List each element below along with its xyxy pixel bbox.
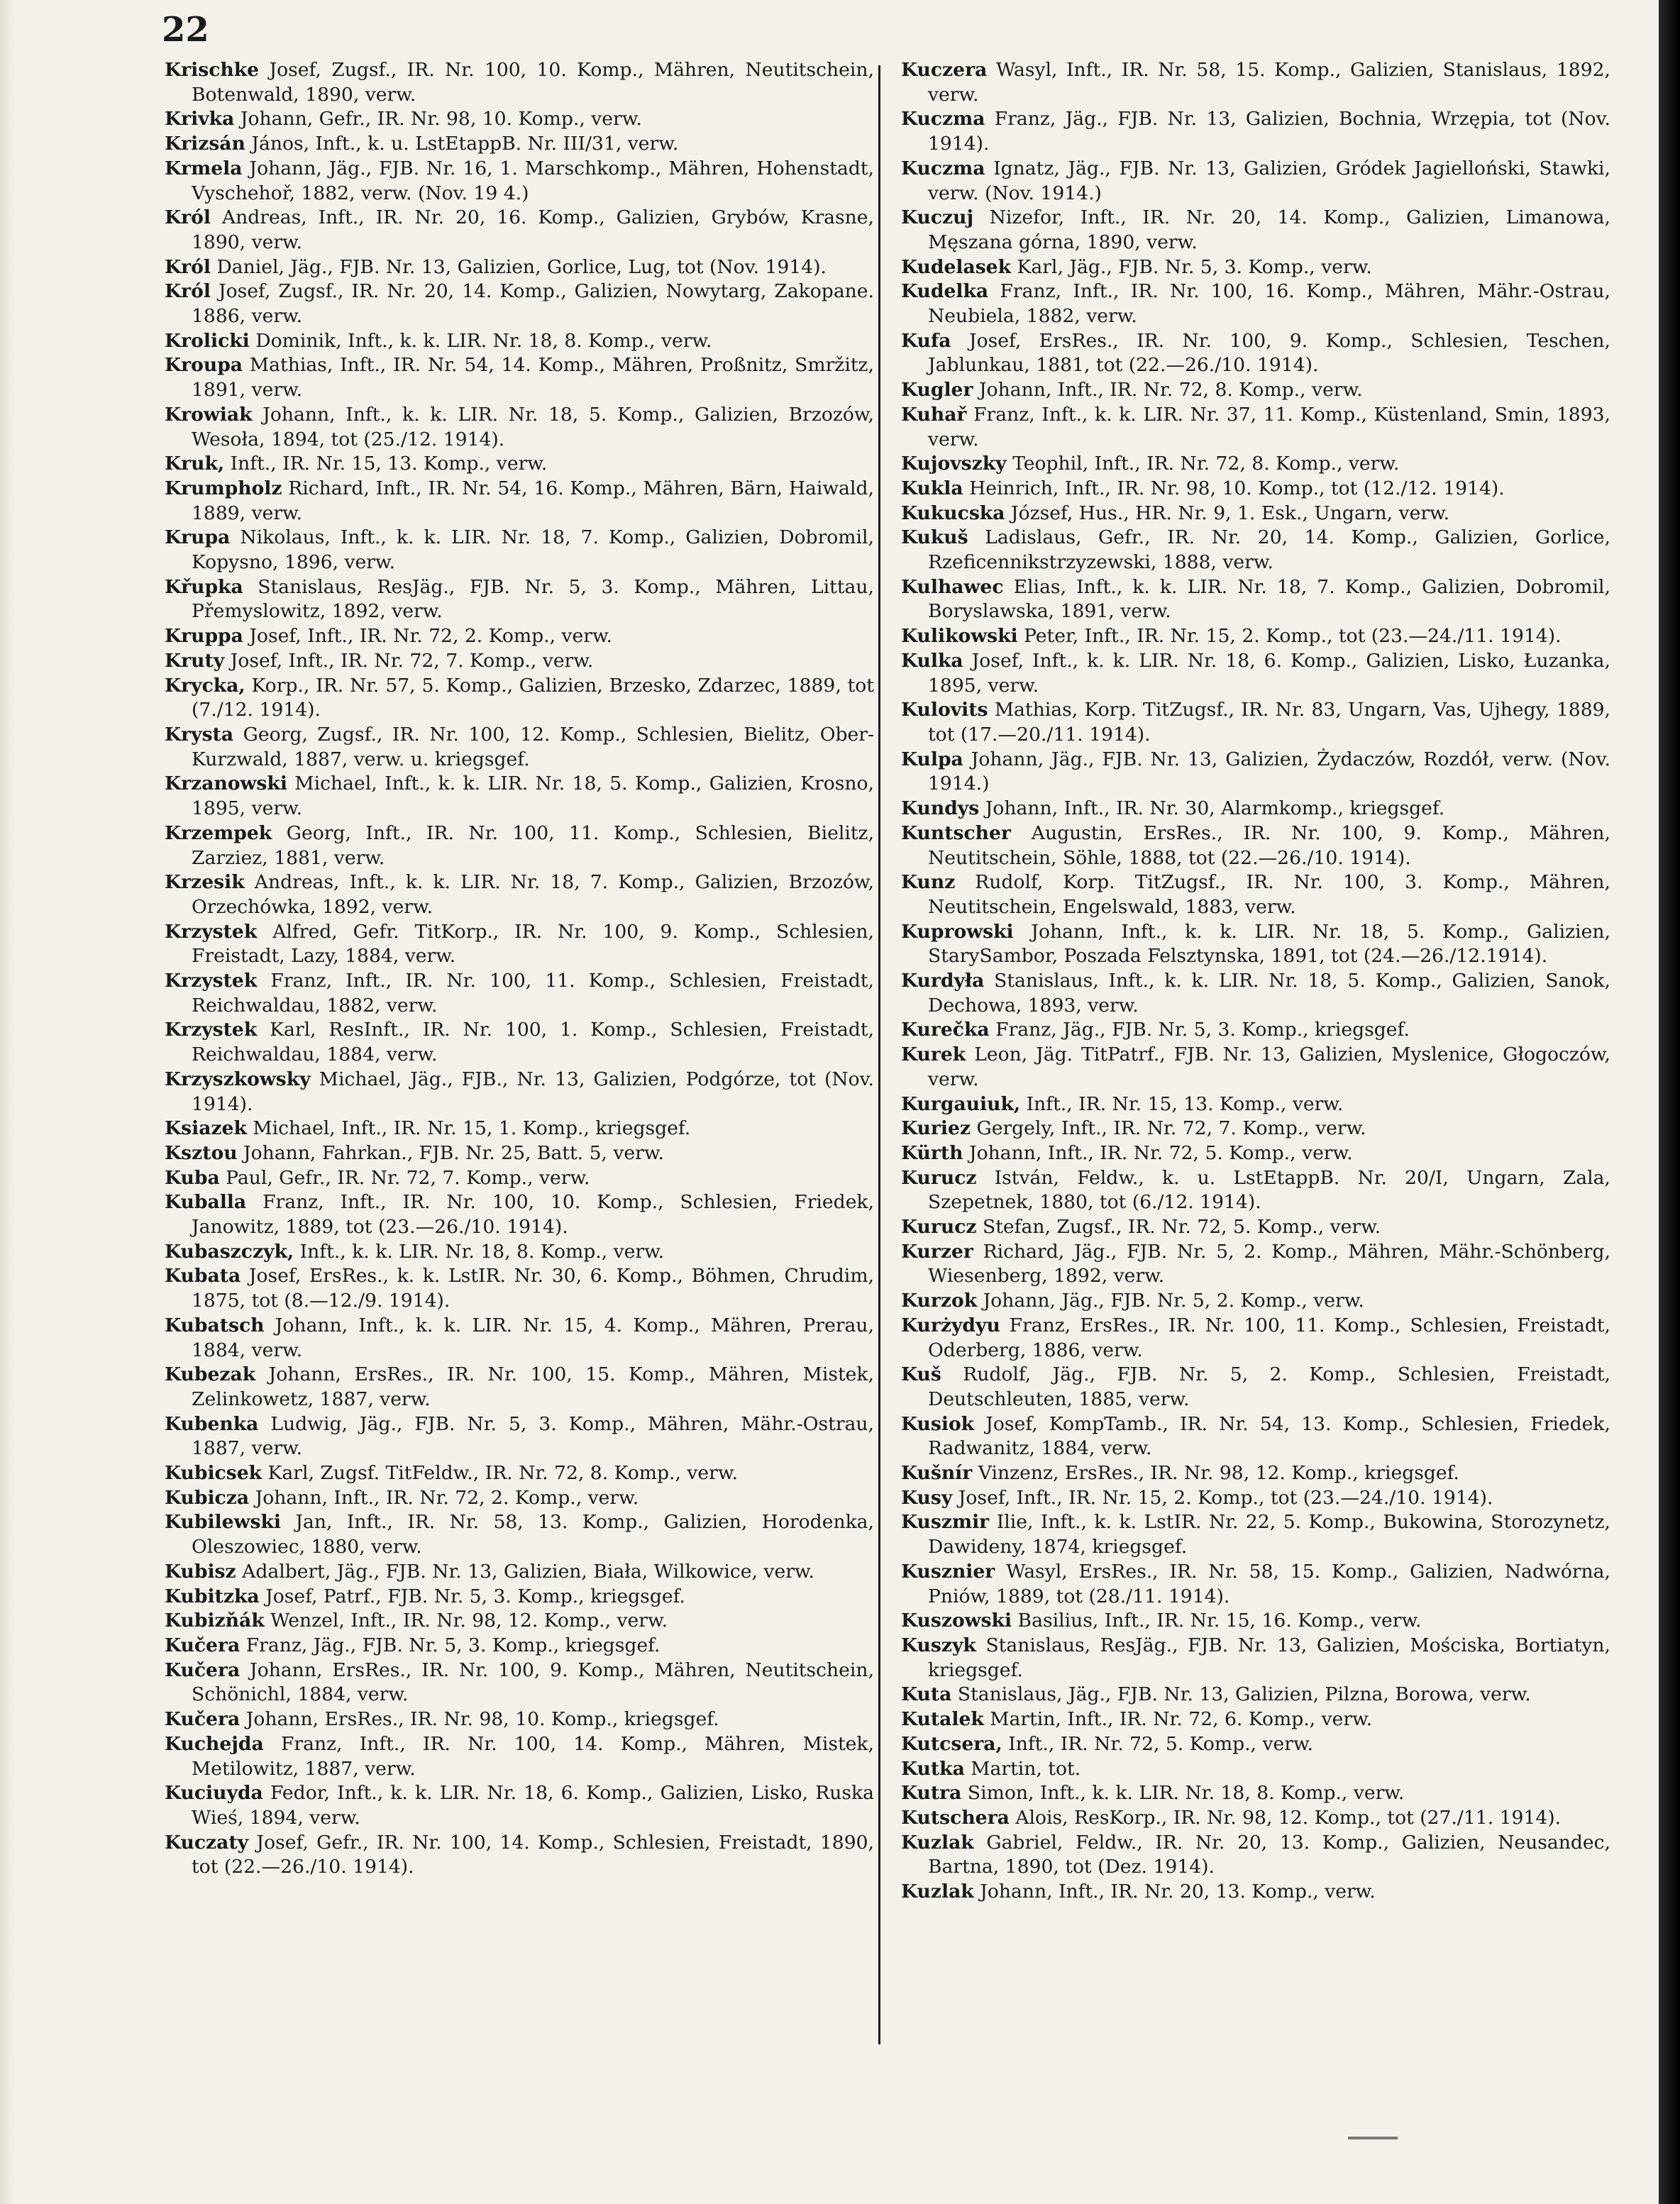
list-entry xyxy=(165,969,874,1018)
entry-details: Inft., IR. Nr. 72, 5. Komp., verw. xyxy=(1008,1732,1313,1755)
entry-details: Daniel, Jäg., FJB. Nr. 13, Galizien, Gorlice, Lug, tot (Nov. 1914). xyxy=(216,255,827,278)
list-entry xyxy=(901,1757,1610,1782)
entry-details: Heinrich, Inft., IR. Nr. 98, 10. Komp., tot (12./12. 1914). xyxy=(969,477,1505,499)
list-entry xyxy=(165,1190,874,1239)
list-entry xyxy=(901,1486,1610,1511)
entry-details: Vinzenz, ErsRes., IR. Nr. 98, 12. Komp., kriegsgef. xyxy=(978,1462,1459,1485)
entry-surname: Kutka xyxy=(901,1757,965,1780)
entry-details: Gergely, Inft., IR. Nr. 72, 7. Komp., verw. xyxy=(976,1117,1366,1140)
entry-surname: Kubicsek xyxy=(165,1462,262,1485)
entry-details: Johann, ErsRes., IR. Nr. 98, 10. Komp., kriegsgef. xyxy=(245,1708,719,1731)
entry-surname: Kurzer xyxy=(901,1240,973,1263)
entry-details: István, Feldw., k. u. LstEtappB. Nr. 20/I, Ungarn, Zala, Szepetnek, 1880, tot (6./12. 1914). xyxy=(928,1166,1610,1214)
entry-details: Andreas, Inft., IR. Nr. 20, 16. Komp., Galizien, Grybów, Krasne, 1890, verw. xyxy=(192,206,874,253)
entry-details: Rudolf, Korp. TitZugsf., IR. Nr. 100, 3. Komp., Mähren, Neutitschein, Engelswald, 1883, verw. xyxy=(928,871,1610,918)
entry-details: Josef, Inft., k. k. LIR. Nr. 18, 6. Komp., Galizien, Lisko, Łuzanka, 1895, verw. xyxy=(928,649,1610,697)
entry-surname: Krzempek xyxy=(165,821,272,844)
entry-details: Franz, Jäg., FJB. Nr. 5, 3. Komp., kriegsgef. xyxy=(245,1634,661,1656)
entry-details: Alois, ResKorp., IR. Nr. 98, 12. Komp., tot (27./11. 1914). xyxy=(1015,1806,1562,1829)
entry-details: Richard, Jäg., FJB. Nr. 5, 2. Komp., Mähren, Mähr.-Schönberg, Wiesenberg, 1892, verw. xyxy=(928,1240,1610,1287)
list-entry xyxy=(165,353,874,402)
entry-details: Franz, Inft., IR. Nr. 100, 10. Komp., Schlesien, Friedek, Janowitz, 1889, tot (23.—26./10. 1914). xyxy=(192,1191,874,1239)
entry-details: Josef, Inft., IR. Nr. 72, 7. Komp., verw. xyxy=(230,649,594,672)
entry-surname: Kusznier xyxy=(901,1560,995,1583)
list-entry xyxy=(165,1486,874,1511)
entry-surname: Król xyxy=(165,280,211,303)
list-entry xyxy=(165,477,874,526)
entry-details: Josef, ErsRes., k. k. LstIR. Nr. 30, 6. Komp., Böhmen, Chrudim, 1875, tot (8.—12./9. 1914). xyxy=(192,1265,874,1312)
entry-details: Stanislaus, ResJäg., FJB. Nr. 5, 3. Komp., Mähren, Littau, Přemyslowitz, 1892, verw. xyxy=(192,575,874,623)
list-entry xyxy=(165,1363,874,1412)
entry-details: Johann, ErsRes., IR. Nr. 100, 9. Komp., Mähren, Neutitschein, Schönichl, 1884, verw. xyxy=(192,1658,874,1706)
list-entry xyxy=(901,1609,1610,1634)
entry-details: Josef, KompTamb., IR. Nr. 54, 13. Komp., Schlesien, Friedek, Radwanitz, 1884, verw. xyxy=(928,1412,1610,1460)
list-entry xyxy=(901,58,1610,107)
print-mark xyxy=(1348,2137,1398,2139)
entry-surname: Kutalek xyxy=(901,1708,984,1731)
entry-surname: Krysta xyxy=(165,723,234,746)
entry-surname: Kurečka xyxy=(901,1019,990,1041)
entry-details: Johann, Gefr., IR. Nr. 98, 10. Komp., verw. xyxy=(240,108,642,131)
entry-surname: Krupa xyxy=(165,526,231,549)
list-entry xyxy=(165,1018,874,1067)
list-entry xyxy=(165,1781,874,1830)
entry-details: Jan, Inft., IR. Nr. 58, 13. Komp., Galizien, Horodenka, Oleszowiec, 1880, verw. xyxy=(192,1511,874,1558)
entry-surname: Kurek xyxy=(901,1043,966,1066)
entry-details: Josef, Zugsf., IR. Nr. 100, 10. Komp., Mähren, Neutitschein, Botenwald, 1890, verw. xyxy=(192,59,874,106)
entry-details: Fedor, Inft., k. k. LIR. Nr. 18, 6. Komp., Galizien, Lisko, Ruska Wieś, 1894, verw. xyxy=(192,1782,874,1829)
list-entry xyxy=(165,1461,874,1486)
entry-details: Josef, Inft., IR. Nr. 72, 2. Komp., verw. xyxy=(249,625,613,648)
entry-details: Karl, ResInft., IR. Nr. 100, 1. Komp., Schlesien, Freistadt, Reichwaldau, 1884, verw. xyxy=(192,1019,874,1066)
entry-details: Leon, Jäg. TitPatrf., FJB. Nr. 13, Galizien, Myslenice, Głogoczów, verw. xyxy=(928,1043,1610,1090)
entry-surname: Kučera xyxy=(165,1658,241,1681)
entry-surname: Krizsán xyxy=(165,133,245,155)
entry-surname: Kugler xyxy=(901,379,973,402)
list-entry xyxy=(901,1240,1610,1289)
entry-details: Inft., k. k. LIR. Nr. 18, 8. Komp., verw. xyxy=(299,1240,665,1263)
entry-surname: Kuriez xyxy=(901,1117,971,1140)
entry-surname: Kurżydyu xyxy=(901,1314,1000,1336)
list-entry xyxy=(901,255,1610,280)
entry-surname: Kuta xyxy=(901,1683,952,1706)
entry-details: Gabriel, Feldw., IR. Nr. 20, 13. Komp., Galizien, Neusandec, Bartna, 1890, tot (Dez. 1914). xyxy=(928,1831,1610,1878)
entry-surname: Kuba xyxy=(165,1166,220,1189)
list-entry xyxy=(901,624,1610,649)
entry-surname: Kuprowski xyxy=(901,920,1014,943)
entry-details: Johann, Inft., IR. Nr. 72, 2. Komp., verw. xyxy=(255,1486,639,1509)
list-entry xyxy=(901,206,1610,255)
list-entry xyxy=(165,157,874,206)
entry-surname: Krmela xyxy=(165,157,243,179)
entry-details: Richard, Inft., IR. Nr. 54, 16. Komp., Mähren, Bärn, Haiwald, 1889, verw. xyxy=(192,477,874,524)
list-entry xyxy=(901,157,1610,206)
entry-details: Franz, Inft., IR. Nr. 100, 16. Komp., Mähren, Mähr.-Ostrau, Neubiela, 1882, verw. xyxy=(928,280,1610,328)
list-entry xyxy=(165,1634,874,1658)
entry-details: Wenzel, Inft., IR. Nr. 98, 12. Komp., verw. xyxy=(270,1610,668,1632)
entry-details: Wasyl, Inft., IR. Nr. 58, 15. Komp., Galizien, Stanislaus, 1892, verw. xyxy=(928,59,1610,106)
list-entry xyxy=(901,1781,1610,1806)
entry-surname: Krzyszkowsky xyxy=(165,1068,311,1090)
entry-surname: Krzystek xyxy=(165,970,258,992)
list-entry xyxy=(901,279,1610,328)
list-entry xyxy=(901,1683,1610,1707)
entry-details: Paul, Gefr., IR. Nr. 72, 7. Komp., verw. xyxy=(226,1166,590,1189)
entry-details: Johann, ErsRes., IR. Nr. 100, 15. Komp., Mähren, Mistek, Zelinkowetz, 1887, verw. xyxy=(192,1363,874,1410)
list-entry xyxy=(901,452,1610,477)
entry-surname: Kudelasek xyxy=(901,255,1012,278)
entry-surname: Kukuš xyxy=(901,526,968,549)
entry-details: Karl, Zugsf. TitFeldw., IR. Nr. 72, 8. Komp., verw. xyxy=(267,1462,738,1485)
entry-details: Inft., IR. Nr. 15, 13. Komp., verw. xyxy=(230,453,548,475)
list-entry xyxy=(165,1585,874,1610)
entry-details: Teophil, Inft., IR. Nr. 72, 8. Komp., verw. xyxy=(1012,453,1400,475)
entry-surname: Krzanowski xyxy=(165,772,287,795)
entry-surname: Kuczma xyxy=(901,108,985,131)
entry-details: Stanislaus, Jäg., FJB. Nr. 13, Galizien, Pilzna, Borowa, verw. xyxy=(957,1683,1531,1706)
entry-surname: Kubata xyxy=(165,1265,241,1287)
entry-surname: Kuczuj xyxy=(901,206,974,229)
entry-surname: Kudelka xyxy=(901,280,989,303)
entry-surname: Kroupa xyxy=(165,354,243,377)
list-entry xyxy=(901,1117,1610,1141)
list-entry xyxy=(165,329,874,354)
entry-surname: Kuzlak xyxy=(901,1831,974,1854)
list-entry xyxy=(165,1707,874,1732)
entry-surname: Kubezak xyxy=(165,1363,256,1386)
entry-details: Franz, Jäg., FJB. Nr. 5, 3. Komp., kriegsgef. xyxy=(995,1019,1410,1041)
entry-surname: Kulovits xyxy=(901,699,988,721)
list-entry xyxy=(165,1510,874,1559)
entry-surname: Kurzok xyxy=(901,1290,978,1312)
entry-surname: Kuszmir xyxy=(901,1511,990,1534)
entry-surname: Kubatsch xyxy=(165,1314,265,1336)
entry-details: Korp., IR. Nr. 57, 5. Komp., Galizien, Brzesko, Zdarzec, 1889, tot (7./12. 1914). xyxy=(192,674,874,721)
entry-surname: Krzystek xyxy=(165,920,258,943)
list-entry xyxy=(901,526,1610,575)
list-entry xyxy=(165,1609,874,1634)
entry-surname: Kurucz xyxy=(901,1166,977,1189)
list-entry xyxy=(901,1363,1610,1412)
entry-details: Mathias, Korp. TitZugsf., IR. Nr. 83, Ungarn, Vas, Ujhegy, 1889, tot (17.—20./11. 1914). xyxy=(928,699,1610,746)
entry-surname: Kulka xyxy=(901,649,963,672)
list-entry xyxy=(901,502,1610,526)
left-column xyxy=(165,58,874,1880)
list-entry xyxy=(165,1658,874,1707)
entry-details: Josef, ErsRes., IR. Nr. 100, 9. Komp., Schlesien, Teschen, Jablunkau, 1881, tot (22.—26./10. 1914). xyxy=(928,329,1610,377)
entry-surname: Kruty xyxy=(165,649,225,672)
entry-surname: Ksztou xyxy=(165,1141,238,1164)
list-entry xyxy=(165,649,874,674)
list-entry xyxy=(165,1732,874,1781)
entry-surname: Kulpa xyxy=(901,748,963,770)
list-entry xyxy=(901,1314,1610,1363)
list-entry xyxy=(165,1068,874,1117)
list-entry xyxy=(165,1314,874,1363)
entry-details: Nizefor, Inft., IR. Nr. 20, 14. Komp., Galizien, Limanowa, Męszana górna, 1890, verw. xyxy=(928,206,1610,253)
list-entry xyxy=(165,403,874,452)
entry-surname: Kubicza xyxy=(165,1486,250,1509)
list-entry xyxy=(165,575,874,624)
entry-details: Inft., IR. Nr. 15, 13. Komp., verw. xyxy=(1026,1092,1344,1115)
entry-details: Ludwig, Jäg., FJB. Nr. 5, 3. Komp., Mähren, Mähr.-Ostrau, 1887, verw. xyxy=(192,1412,874,1460)
entry-surname: Ksiazek xyxy=(165,1117,247,1140)
list-entry xyxy=(901,378,1610,403)
entry-surname: Křupka xyxy=(165,575,243,598)
entry-details: Andreas, Inft., k. k. LIR. Nr. 18, 7. Komp., Galizien, Brzozów, Orzechówka, 1892, verw. xyxy=(192,871,874,918)
list-entry xyxy=(901,1510,1610,1559)
entry-details: Augustin, ErsRes., IR. Nr. 100, 9. Komp., Mähren, Neutitschein, Söhle, 1888, tot (22.—26./10. 1914). xyxy=(928,821,1610,869)
entry-surname: Kurdyła xyxy=(901,970,985,992)
entry-details: Dominik, Inft., k. k. LIR. Nr. 18, 8. Komp., verw. xyxy=(255,329,712,352)
entry-details: Franz, Inft., k. k. LIR. Nr. 37, 11. Komp., Küstenland, Smin, 1893, verw. xyxy=(928,403,1610,450)
entry-details: Johann, Inft., k. k. LIR. Nr. 18, 5. Komp., Galizien, Brzozów, Wesoła, 1894, tot (25./12. 1914). xyxy=(192,403,874,450)
list-entry xyxy=(901,403,1610,452)
entry-surname: Krivka xyxy=(165,108,235,131)
entry-details: Josef, Inft., IR. Nr. 15, 2. Komp., tot (23.—24./10. 1914). xyxy=(958,1486,1493,1509)
list-entry xyxy=(165,1141,874,1166)
entry-surname: Kurgauiuk, xyxy=(901,1092,1021,1115)
entry-surname: Kuczera xyxy=(901,59,988,81)
entry-surname: Krischke xyxy=(165,59,260,81)
list-entry xyxy=(901,575,1610,624)
list-entry xyxy=(901,1880,1610,1905)
entry-surname: Kutschera xyxy=(901,1806,1010,1829)
entry-details: Ilie, Inft., k. k. LstIR. Nr. 22, 5. Komp., Bukowina, Storozynetz, Dawideny, 1874, kriegsgef. xyxy=(928,1511,1610,1558)
list-entry xyxy=(901,1215,1610,1240)
list-entry xyxy=(901,821,1610,870)
list-entry xyxy=(165,526,874,575)
list-entry xyxy=(901,1018,1610,1043)
list-entry xyxy=(901,920,1610,969)
entry-details: Johann, Jäg., FJB. Nr. 13, Galizien, Żydaczów, Rozdół, verw. (Nov. 1914.) xyxy=(928,748,1610,795)
entry-surname: Kuchejda xyxy=(165,1732,264,1755)
entry-surname: Kuszyk xyxy=(901,1634,976,1656)
scan-shadow-right xyxy=(1659,0,1680,2204)
list-entry xyxy=(901,649,1610,698)
list-entry xyxy=(165,132,874,157)
entry-surname: Krumpholz xyxy=(165,477,282,499)
entry-surname: Krzesik xyxy=(165,871,245,894)
list-entry xyxy=(165,107,874,132)
list-entry xyxy=(901,969,1610,1018)
entry-surname: Krolicki xyxy=(165,329,250,352)
entry-surname: Król xyxy=(165,206,211,229)
entry-details: Josef, Zugsf., IR. Nr. 20, 14. Komp., Galizien, Nowytarg, Zakopane. 1886, verw. xyxy=(192,280,874,328)
scan-shadow-left xyxy=(0,0,16,2204)
entry-details: Martin, Inft., IR. Nr. 72, 6. Komp., verw. xyxy=(990,1708,1373,1731)
entry-surname: Kurucz xyxy=(901,1216,977,1239)
list-entry xyxy=(901,1412,1610,1461)
list-entry xyxy=(901,698,1610,747)
entry-details: Johann, Inft., IR. Nr. 72, 8. Komp., verw. xyxy=(978,379,1363,402)
entry-details: Johann, Jäg., FJB. Nr. 5, 2. Komp., verw. xyxy=(983,1290,1364,1312)
entry-surname: Kuszowski xyxy=(901,1610,1012,1632)
list-entry xyxy=(901,329,1610,378)
list-entry xyxy=(165,1412,874,1461)
entry-details: Georg, Inft., IR. Nr. 100, 11. Komp., Schlesien, Bielitz, Zarziez, 1881, verw. xyxy=(192,821,874,869)
list-entry xyxy=(165,1831,874,1880)
column-divider xyxy=(878,65,880,2044)
entry-details: Peter, Inft., IR. Nr. 15, 2. Komp., tot (23.—24./11. 1914). xyxy=(1024,625,1562,648)
list-entry xyxy=(901,1732,1610,1757)
list-entry xyxy=(165,1264,874,1313)
entry-surname: Kubilewski xyxy=(165,1511,281,1534)
list-entry xyxy=(901,797,1610,821)
entry-surname: Kusiok xyxy=(901,1412,975,1435)
list-entry xyxy=(165,1166,874,1191)
entry-details: Johann, Inft., IR. Nr. 30, Alarmkomp., kriegsgef. xyxy=(985,797,1445,820)
entry-surname: Kukucska xyxy=(901,502,1005,524)
entry-details: Mathias, Inft., IR. Nr. 54, 14. Komp., Mähren, Proßnitz, Smržitz, 1891, verw. xyxy=(192,354,874,402)
entry-surname: Kubisz xyxy=(165,1560,236,1583)
list-entry xyxy=(901,107,1610,156)
list-entry xyxy=(165,255,874,280)
entry-surname: Kuš xyxy=(901,1363,941,1386)
entry-details: Stanislaus, Inft., k. k. LIR. Nr. 18, 5. Komp., Galizien, Sanok, Dechowa, 1893, verw. xyxy=(928,970,1610,1017)
list-entry xyxy=(165,772,874,821)
entry-surname: Kuzlak xyxy=(901,1881,974,1903)
page-number: 22 xyxy=(162,10,209,50)
list-entry xyxy=(901,748,1610,797)
entry-surname: Kulhawec xyxy=(901,575,1004,598)
list-entry xyxy=(901,1707,1610,1732)
entry-surname: Kufa xyxy=(901,329,951,352)
entry-surname: Kutra xyxy=(901,1782,962,1805)
entry-details: Johann, Fahrkan., FJB. Nr. 25, Batt. 5, verw. xyxy=(243,1141,664,1164)
list-entry xyxy=(165,870,874,919)
entry-surname: Kulikowski xyxy=(901,625,1018,648)
entry-surname: Krzystek xyxy=(165,1019,258,1041)
entry-surname: Kukla xyxy=(901,477,963,499)
entry-details: Josef, Gefr., IR. Nr. 100, 14. Komp., Schlesien, Freistadt, 1890, tot (22.—26./10. 1914). xyxy=(192,1831,874,1878)
list-entry xyxy=(901,1831,1610,1880)
entry-details: Johann, Inft., IR. Nr. 72, 5. Komp., verw. xyxy=(968,1141,1353,1164)
entry-details: Martin, tot. xyxy=(971,1757,1081,1780)
list-entry xyxy=(165,674,874,723)
entry-details: Basilius, Inft., IR. Nr. 15, 16. Komp., verw. xyxy=(1017,1610,1422,1632)
entry-details: Johann, Jäg., FJB. Nr. 16, 1. Marschkomp., Mähren, Hohenstadt, Vyschehoř, 1882, verw. (Nov. 19 4.) xyxy=(192,157,874,204)
entry-details: Alfred, Gefr. TitKorp., IR. Nr. 100, 9. Komp., Schlesien, Freistadt, Lazy, 1884, verw. xyxy=(192,920,874,968)
entry-details: Johann, Inft., k. k. LIR. Nr. 15, 4. Komp., Mähren, Prerau, 1884, verw. xyxy=(192,1314,874,1361)
entry-details: Ignatz, Jäg., FJB. Nr. 13, Galizien, Gródek Jagielloński, Stawki, verw. (Nov. 1914.) xyxy=(928,157,1610,204)
entry-surname: Kuciuyda xyxy=(165,1782,263,1805)
entry-surname: Kuhař xyxy=(901,403,967,426)
entry-details: Adalbert, Jäg., FJB. Nr. 13, Galizien, Biała, Wilkowice, verw. xyxy=(242,1560,814,1583)
entry-details: Simon, Inft., k. k. LIR. Nr. 18, 8. Komp., verw. xyxy=(967,1782,1405,1805)
list-entry xyxy=(165,821,874,870)
entry-details: Rudolf, Jäg., FJB. Nr. 5, 2. Komp., Schlesien, Freistadt, Deutschleuten, 1885, verw. xyxy=(928,1363,1610,1410)
list-entry xyxy=(165,1560,874,1585)
entry-surname: Król xyxy=(165,255,211,278)
list-entry xyxy=(165,58,874,107)
entry-details: Franz, ErsRes., IR. Nr. 100, 11. Komp., Schlesien, Freistadt, Oderberg, 1886, verw. xyxy=(928,1314,1610,1361)
entry-details: Ladislaus, Gefr., IR. Nr. 20, 14. Komp., Galizien, Gorlice, Rzeficennikstrzyzewski, 1888, verw. xyxy=(928,526,1610,574)
entry-surname: Kunz xyxy=(901,871,956,894)
entry-details: Franz, Inft., IR. Nr. 100, 14. Komp., Mähren, Mistek, Metilowitz, 1887, verw. xyxy=(192,1732,874,1780)
entry-surname: Kutcsera, xyxy=(901,1732,1002,1755)
entry-surname: Kučera xyxy=(165,1708,241,1731)
list-entry xyxy=(165,920,874,969)
entry-surname: Kruk, xyxy=(165,453,225,475)
entry-details: Karl, Jäg., FJB. Nr. 5, 3. Komp., verw. xyxy=(1017,255,1372,278)
entry-surname: Kučera xyxy=(165,1634,241,1656)
entry-surname: Kuballa xyxy=(165,1191,247,1214)
list-entry xyxy=(901,1560,1610,1609)
entry-surname: Krowiak xyxy=(165,403,253,426)
entry-details: Stefan, Zugsf., IR. Nr. 72, 5. Komp., verw. xyxy=(982,1216,1381,1239)
entry-details: Wasyl, ErsRes., IR. Nr. 58, 15. Komp., Galizien, Nadwórna, Pniów, 1889, tot (28./11. 1914). xyxy=(928,1560,1610,1607)
list-entry xyxy=(901,1806,1610,1831)
entry-surname: Kruppa xyxy=(165,625,243,648)
entry-details: János, Inft., k. u. LstEtappB. Nr. III/31, verw. xyxy=(251,133,679,155)
entry-surname: Kürth xyxy=(901,1141,963,1164)
entry-details: Franz, Inft., IR. Nr. 100, 11. Komp., Schlesien, Freistadt, Reichwaldau, 1882, verw. xyxy=(192,970,874,1017)
entry-surname: Kujovszky xyxy=(901,453,1007,475)
entry-details: Franz, Jäg., FJB. Nr. 13, Galizien, Bochnia, Wrzępia, tot (Nov. 1914). xyxy=(928,108,1610,155)
entry-details: Georg, Zugsf., IR. Nr. 100, 12. Komp., Schlesien, Bielitz, Ober-Kurzwald, 1887, verw. u. kriegsgef. xyxy=(192,723,874,770)
entry-surname: Kubizňák xyxy=(165,1610,265,1632)
list-entry xyxy=(901,1166,1610,1215)
list-entry xyxy=(901,1289,1610,1314)
entry-surname: Kuntscher xyxy=(901,821,1011,844)
list-entry xyxy=(901,477,1610,502)
entry-surname: Kubenka xyxy=(165,1412,259,1435)
entry-surname: Kusy xyxy=(901,1486,953,1509)
list-entry xyxy=(165,452,874,477)
list-entry xyxy=(165,279,874,328)
list-entry xyxy=(901,1634,1610,1683)
entry-surname: Kuczma xyxy=(901,157,985,179)
entry-surname: Kubitzka xyxy=(165,1585,260,1607)
list-entry xyxy=(901,1141,1610,1166)
list-entry xyxy=(901,1043,1610,1092)
entry-details: Michael, Inft., IR. Nr. 15, 1. Komp., kriegsgef. xyxy=(253,1117,691,1140)
entry-details: Josef, Patrf., FJB. Nr. 5, 3. Komp., kriegsgef. xyxy=(265,1585,685,1607)
entry-surname: Kundys xyxy=(901,797,980,820)
list-entry xyxy=(165,206,874,255)
list-entry xyxy=(901,870,1610,919)
list-entry xyxy=(165,1240,874,1265)
entry-details: József, Hus., HR. Nr. 9, 1. Esk., Ungarn, verw. xyxy=(1010,502,1450,524)
list-entry xyxy=(901,1461,1610,1486)
entry-surname: Krycka, xyxy=(165,674,245,697)
list-entry xyxy=(165,1117,874,1141)
entry-surname: Kušnír xyxy=(901,1462,973,1485)
list-entry xyxy=(901,1092,1610,1117)
entry-details: Johann, Inft., IR. Nr. 20, 13. Komp., verw. xyxy=(980,1881,1376,1903)
entry-details: Michael, Jäg., FJB., Nr. 13, Galizien, Podgórze, tot (Nov. 1914). xyxy=(192,1068,874,1115)
right-column xyxy=(901,58,1610,1905)
entry-details: Elias, Inft., k. k. LIR. Nr. 18, 7. Komp., Galizien, Dobromil, Boryslawska, 1891, verw. xyxy=(928,575,1610,623)
list-entry xyxy=(165,723,874,772)
entry-details: Stanislaus, ResJäg., FJB. Nr. 13, Galizien, Mościska, Bortiatyn, kriegsgef. xyxy=(928,1634,1610,1681)
list-entry xyxy=(165,624,874,649)
entry-surname: Kuczaty xyxy=(165,1831,249,1854)
entry-details: Michael, Inft., k. k. LIR. Nr. 18, 5. Komp., Galizien, Krosno, 1895, verw. xyxy=(192,772,874,820)
entry-details: Nikolaus, Inft., k. k. LIR. Nr. 18, 7. Komp., Galizien, Dobromil, Kopysno, 1896, verw. xyxy=(192,526,874,574)
entry-details: Johann, Inft., k. k. LIR. Nr. 18, 5. Komp., Galizien, StarySambor, Poszada Felsztynska, 1891, tot (24.—26./12.1914). xyxy=(928,920,1610,968)
entry-surname: Kubaszczyk, xyxy=(165,1240,294,1263)
